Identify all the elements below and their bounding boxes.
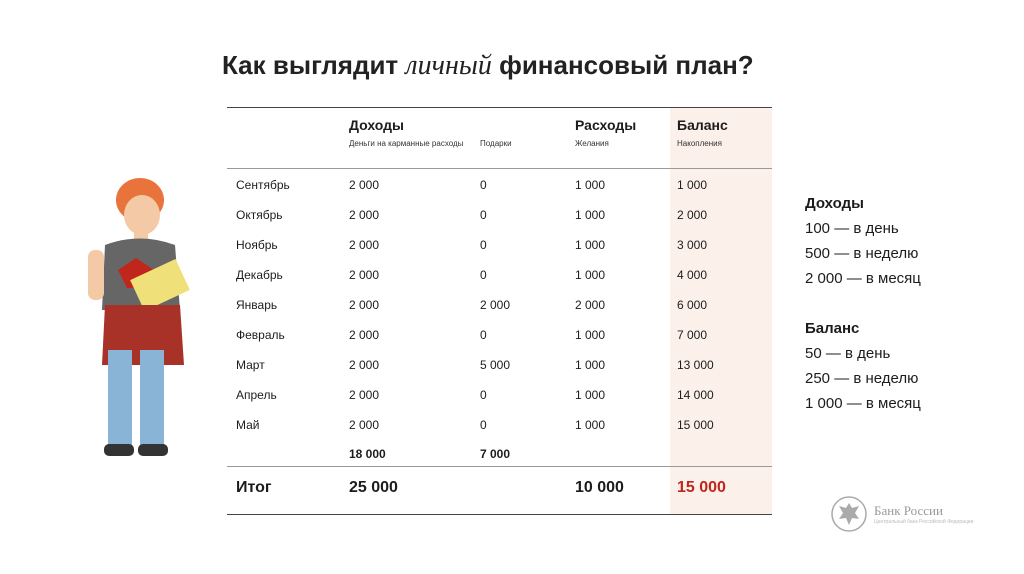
row-pocket-money: 2 000 — [349, 388, 380, 402]
eagle-emblem-icon — [830, 495, 868, 533]
row-gifts: 0 — [480, 418, 487, 432]
row-wishes: 1 000 — [575, 358, 606, 372]
side-balance-line: 1 000 — в месяц — [805, 395, 921, 412]
row-pocket-money: 2 000 — [349, 268, 380, 282]
subtotal-pocket: 18 000 — [349, 447, 386, 461]
row-gifts: 0 — [480, 388, 487, 402]
table-header-rule — [227, 168, 772, 169]
row-month: Январь — [236, 298, 278, 312]
total-income: 25 000 — [349, 479, 398, 496]
title-post: финансовый план? — [499, 50, 754, 80]
row-month: Ноябрь — [236, 238, 278, 252]
side-balance-line: 50 — в день — [805, 345, 891, 362]
row-savings: 2 000 — [677, 208, 708, 222]
title-emphasis: личный — [405, 50, 492, 81]
row-gifts: 2 000 — [480, 298, 511, 312]
row-pocket-money: 2 000 — [349, 238, 380, 252]
side-income-title: Доходы — [805, 195, 864, 212]
row-wishes: 1 000 — [575, 328, 606, 342]
subheader-gifts: Подарки — [480, 139, 512, 148]
table-bottom-rule — [227, 514, 772, 515]
row-pocket-money: 2 000 — [349, 178, 380, 192]
title-pre: Как выглядит — [222, 50, 399, 80]
header-income: Доходы — [349, 117, 404, 133]
row-pocket-money: 2 000 — [349, 208, 380, 222]
row-month: Май — [236, 418, 260, 432]
row-wishes: 1 000 — [575, 208, 606, 222]
side-balance-title: Баланс — [805, 320, 860, 337]
row-pocket-money: 2 000 — [349, 358, 380, 372]
row-savings: 13 000 — [677, 358, 714, 372]
row-wishes: 2 000 — [575, 298, 606, 312]
total-label: Итог — [236, 479, 272, 496]
slide-title — [222, 50, 754, 82]
subheader-savings: Накопления — [677, 139, 722, 148]
row-wishes: 1 000 — [575, 268, 606, 282]
row-savings: 14 000 — [677, 388, 714, 402]
row-wishes: 1 000 — [575, 238, 606, 252]
row-month: Октябрь — [236, 208, 283, 222]
row-month: Апрель — [236, 388, 277, 402]
row-wishes: 1 000 — [575, 388, 606, 402]
header-expenses: Расходы — [575, 117, 637, 133]
side-income-line: 500 — в неделю — [805, 245, 919, 262]
row-month: Сентябрь — [236, 178, 290, 192]
total-balance: 15 000 — [677, 479, 726, 496]
table-top-rule — [227, 107, 772, 108]
row-gifts: 0 — [480, 328, 487, 342]
row-pocket-money: 2 000 — [349, 418, 380, 432]
row-gifts: 0 — [480, 178, 487, 192]
row-savings: 1 000 — [677, 178, 708, 192]
side-balance-line: 250 — в неделю — [805, 370, 919, 387]
bank-logo — [830, 495, 973, 533]
row-month: Март — [236, 358, 265, 372]
row-savings: 3 000 — [677, 238, 708, 252]
row-month: Декабрь — [236, 268, 283, 282]
row-month: Февраль — [236, 328, 285, 342]
row-savings: 4 000 — [677, 268, 708, 282]
row-gifts: 0 — [480, 238, 487, 252]
row-gifts: 0 — [480, 268, 487, 282]
side-income-line: 2 000 — в месяц — [805, 270, 921, 287]
row-gifts: 5 000 — [480, 358, 511, 372]
row-savings: 6 000 — [677, 298, 708, 312]
row-wishes: 1 000 — [575, 418, 606, 432]
row-wishes: 1 000 — [575, 178, 606, 192]
bank-name: Банк России — [874, 503, 943, 518]
side-income-line: 100 — в день — [805, 220, 899, 237]
row-pocket-money: 2 000 — [349, 328, 380, 342]
row-savings: 15 000 — [677, 418, 714, 432]
student-illustration — [80, 170, 200, 470]
subtotal-gifts: 7 000 — [480, 447, 511, 461]
row-pocket-money: 2 000 — [349, 298, 380, 312]
table-totals-rule — [227, 466, 772, 467]
header-balance: Баланс — [677, 117, 728, 133]
subheader-pocket-money: Деньги на карманные расходы — [349, 139, 464, 148]
subheader-wishes: Желания — [575, 139, 609, 148]
bank-tagline: Центральный банк Российской Федерации — [874, 519, 974, 525]
row-gifts: 0 — [480, 208, 487, 222]
total-expenses: 10 000 — [575, 479, 624, 496]
row-savings: 7 000 — [677, 328, 708, 342]
